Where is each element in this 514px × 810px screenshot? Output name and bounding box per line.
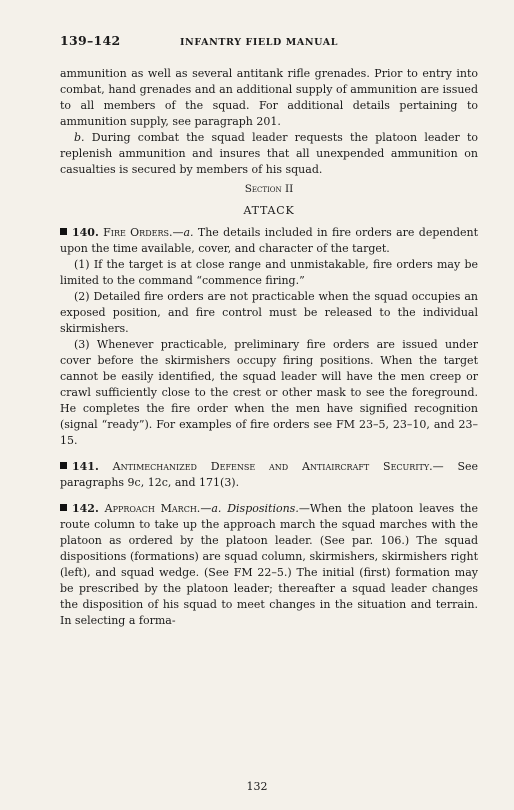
paragraph-142-text: —When the platoon leaves the route column to take up the approach march the squad marches with the platoon as ordered by the platoon leader. (See par. 106.) The squad dispositions (formations) are squad column, skirmishers, skirmishers right (left), and squad wedge. (See FM 22–5.) The initial (first) formation may be prescribed by the platoon leader; thereafter a squad leader changes the disposition of his squad to meet changes in the situation and terrain. In selecting a forma-	[60, 502, 479, 627]
paragraph-141-heading: Antimechanized Defense and Antiaircraft Security.	[112, 460, 433, 473]
header-paragraph-range: 139–142	[60, 33, 121, 48]
paragraph-140-3: (3) Whenever practicable, preliminary fire orders are issued under cover before the skirmishers occupy firing positions. When the target cannot be easily identified, the squad leader will have the men creep or crawl sufficiently close to the crest or other mask to see the foreground. He completes the fire order when the men have signified recognition (signal “ready”). For examples of fire orders see FM 23–5, 23–10, and 23–15.	[60, 338, 478, 447]
paragraph-142-heading: Approach March.	[104, 502, 201, 515]
header-title: INFANTRY FIELD MANUAL	[180, 37, 338, 48]
paragraph-140-text: The details included in fire orders are dependent upon the time available, cover, and character of the target.	[60, 226, 479, 255]
spacer	[60, 449, 478, 459]
paragraph-b-text: During combat the squad leader requests the platoon leader to replenish ammunition and insures that all unexpended ammunition on casualties is secured by members of his squad.	[60, 131, 478, 176]
section-label: Section II	[244, 183, 294, 195]
bullet-square-icon	[60, 462, 67, 469]
paragraph-140	[60, 225, 478, 257]
paragraph-141-number: 141.	[72, 460, 99, 473]
paragraph-b	[60, 130, 478, 178]
paragraph-141-text: See paragraphs 9c, 12c, and 171(3).	[60, 460, 479, 489]
paragraph-ammunition-continued: ammunition as well as several antitank rifle grenades. Prior to entry into combat, hand grenades and an additional supply of ammunition are issued to all members of the squad. For additional details pertaining to ammunition supply, see paragraph 201.	[60, 67, 478, 128]
section-title: ATTACK	[243, 204, 295, 217]
paragraph-140-heading: Fire Orders.	[103, 226, 173, 239]
bullet-square-icon	[60, 228, 67, 235]
paragraph-140-sub: —a.	[172, 226, 194, 239]
spacer	[60, 491, 478, 501]
paragraph-142-number: 142.	[72, 502, 99, 515]
bullet-square-icon	[60, 504, 67, 511]
paragraph-140-1: (1) If the target is at close range and unmistakable, fire orders may be limited to the command “commence firing.”	[60, 258, 478, 287]
page-number: 132	[246, 780, 268, 793]
paragraph-140-2: (2) Detailed fire orders are not practicable when the squad occupies an exposed position, and fire control must be released to the individual skirmishers.	[60, 290, 478, 335]
paragraph-b-lead: b.	[74, 131, 85, 144]
paragraph-142-sub: —a.	[200, 502, 222, 515]
paragraph-140-number: 140.	[72, 226, 99, 239]
paragraph-141	[60, 459, 478, 491]
paragraph-142	[60, 501, 478, 629]
page-body	[60, 66, 478, 629]
paragraph-141-dash: —	[432, 460, 444, 473]
paragraph-142-italic-heading: Dispositions.	[221, 502, 299, 515]
